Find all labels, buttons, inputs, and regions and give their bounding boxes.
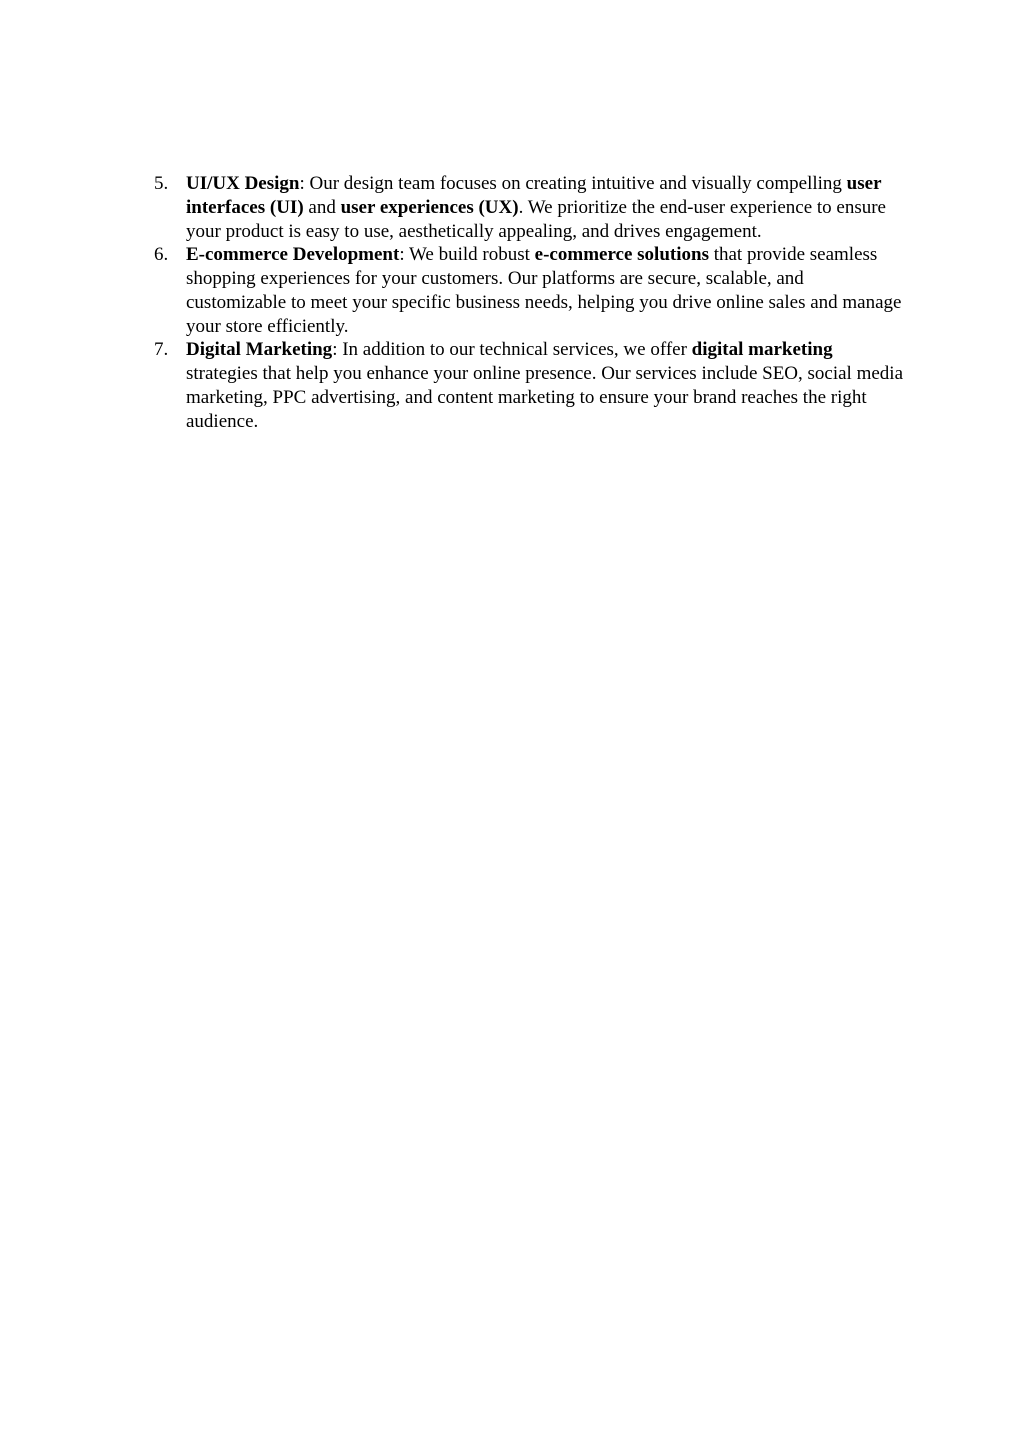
text-segment: that provide seamless shopping experiences for your customers. Our platforms are secure, scalable, and customizable to meet your specific business needs, helping you drive online sales and manage your store efficiently. [186, 244, 902, 337]
term-user-interfaces: user interfaces (UI) [186, 173, 882, 218]
term-digital-marketing: digital marketing [691, 339, 833, 361]
text-segment: strategies that help you enhance your online presence. Our services include SEO, social media marketing, PPC advertising, and content marketing to ensure your brand reaches the right audience. [186, 363, 904, 432]
text-segment: . We prioritize the end-user experience to ensure your product is easy to use, aesthetically appealing, and drives engagement. [186, 196, 886, 242]
term-ecommerce-solutions: e-commerce solutions [534, 244, 709, 266]
list-item-text [186, 173, 886, 242]
text-segment: and [303, 196, 341, 218]
list-item-text [186, 244, 901, 336]
text-segment: : In addition to our technical services, we offer [332, 339, 692, 361]
text-segment: : Our design team focuses on creating intuitive and visually compelling [299, 173, 847, 194]
list-item [154, 172, 906, 243]
term-user-experiences: user experiences (UX) [340, 196, 519, 218]
term-ecommerce-development: E-commerce Development [186, 244, 400, 266]
services-list [154, 172, 906, 433]
term-ui-ux-design: UI/UX Design [186, 173, 300, 194]
list-item-number: 5. [154, 173, 169, 194]
list-item-number: 6. [154, 244, 169, 266]
list-item-number: 7. [154, 339, 169, 361]
list-item [154, 243, 906, 338]
list-item-text [186, 339, 903, 431]
term-digital-marketing-heading: Digital Marketing [186, 339, 333, 361]
list-item [154, 338, 906, 433]
text-segment: : We build robust [399, 244, 535, 266]
